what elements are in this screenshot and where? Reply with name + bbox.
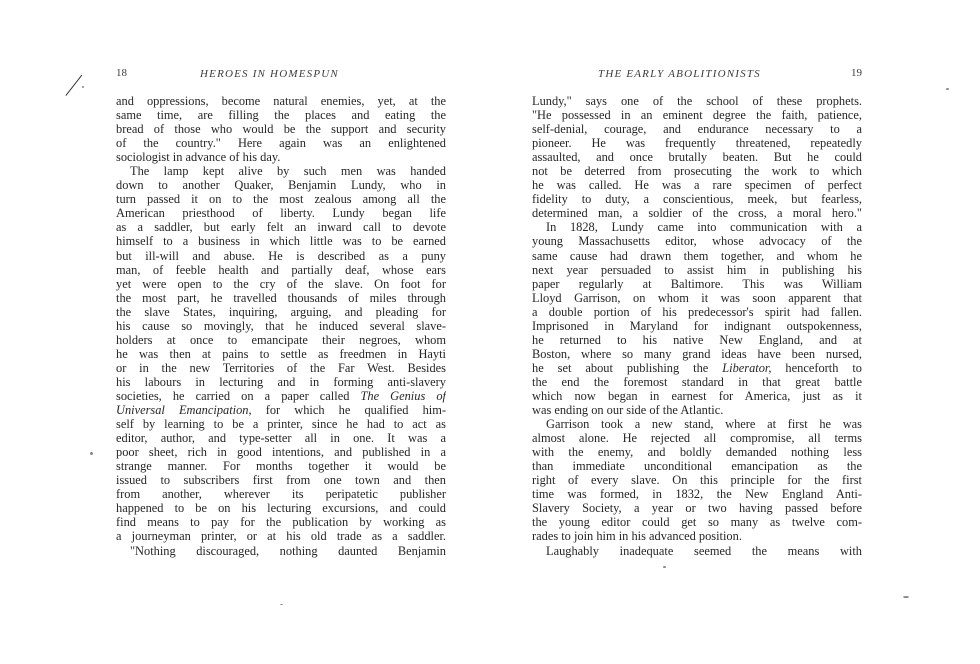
text-line: which now began in earnest for America, just as it — [532, 388, 862, 403]
text-line: his cause so movingly, that he induced several slave- — [116, 318, 446, 333]
text-line: the end the foremost standard in that great battle — [532, 374, 862, 389]
text-line: holders at once to emancipate their negroes, whom — [116, 332, 446, 347]
text-line: not be deterred from prosecuting the work to which — [532, 164, 862, 179]
text-line: issued to subscribers first from one town and then — [116, 473, 446, 488]
text-line: happened to be on his lecturing excursions, and could — [116, 501, 446, 516]
text-line: almost alone. He rejected all compromise, all terms — [532, 431, 862, 446]
text-line: poor sheet, rich in good intentions, and published in a — [116, 445, 446, 460]
text-line: pioneer. He was frequently threatened, repeatedly — [532, 136, 862, 151]
text-line: Slavery Society, a year or two having passed before — [532, 501, 862, 516]
right-running-head: THE EARLY ABOLITIONISTS — [598, 68, 761, 80]
right-page-text — [532, 94, 862, 558]
text-segment: he set about publishing the — [532, 360, 723, 375]
text-line: and oppressions, become natural enemies, yet, at the — [116, 94, 446, 108]
text-line: from another, wherever its peripatetic publisher — [116, 487, 446, 502]
text-line: same time, are filling the places and eating the — [116, 108, 446, 123]
text-line: rades to join him in his advanced position. — [532, 529, 742, 544]
left-page-text — [116, 94, 446, 558]
text-segment: societies, he carried on a paper called — [116, 388, 361, 403]
text-line: determined man, a soldier of the cross, a moral hero." — [532, 206, 862, 221]
text-line: the most part, he travelled thousands of miles through — [116, 290, 446, 305]
text-line: find means to pay for the publication by working as — [116, 515, 446, 530]
text-line: as a saddler, but early felt an inward call to devote — [116, 220, 446, 235]
text-line: fidelity to duty, a conscientious, meek, but fearless, — [532, 192, 862, 207]
italic-title: Universal Emancipation, — [116, 403, 252, 418]
print-speck — [90, 452, 93, 455]
text-line: next year persuaded to assist him in publishing his — [532, 262, 862, 277]
text-line: "He possessed in an eminent degree the faith, patience, — [532, 108, 862, 123]
left-running-head: HEROES IN HOMESPUN — [200, 68, 339, 80]
text-line: than immediate unconditional emancipation as the — [532, 459, 862, 474]
text-line: with the enemy, and boldly demanded nothing less — [532, 445, 862, 460]
text-segment: for which he qualified him- — [251, 403, 446, 418]
text-line: a double portion of his predecessor's spirit had fallen. — [532, 304, 862, 319]
text-line: he was then at pains to settle as freedmen in Hayti — [116, 346, 446, 361]
text-line: was ending on our side of the Atlantic. — [532, 403, 724, 418]
text-line: the slave States, inquiring, arguing, and pleading for — [116, 304, 446, 319]
text-line: or in the new Territories of the Far West. Besides — [116, 360, 446, 375]
text-line: a journeyman printer, or at his old trade as a saddler. — [116, 529, 446, 544]
text-line: American priesthood of liberty. Lundy began life — [116, 206, 446, 221]
print-speck — [280, 604, 283, 605]
print-speck — [663, 566, 666, 568]
text-line: Imprisoned in Maryland for indignant outspokenness, — [532, 318, 862, 333]
italic-title: Liberator, — [722, 360, 772, 375]
text-line: down to another Quaker, Benjamin Lundy, who in — [116, 178, 446, 193]
italic-title: The Genius of — [360, 388, 446, 403]
text-line: The lamp kept alive by such men was handed — [130, 164, 446, 179]
text-line: of the country." Here again was an enlightened — [116, 136, 446, 151]
text-line: time was formed, in 1832, the New England Anti- — [532, 487, 862, 502]
text-line: he was called. He was a rare specimen of perfect — [532, 178, 862, 193]
text-line — [116, 389, 446, 403]
text-line: but ill-will and abuse. He is described as a puny — [116, 248, 446, 263]
text-line: self-denial, courage, and endurance necessary to a — [532, 122, 862, 137]
text-line: Garrison took a new stand, where at first he was — [546, 417, 862, 432]
print-speck — [82, 86, 84, 88]
text-line: turn passed it on to the most zealous among all the — [116, 192, 446, 207]
text-line: Laughably inadequate seemed the means with — [546, 543, 862, 558]
text-line: man, of feeble health and partially deaf, whose ears — [116, 262, 446, 277]
text-line: yet were open to the cry of the slave. On foot for — [116, 276, 446, 291]
print-speck — [946, 88, 949, 90]
text-line: himself to a business in which little was to be earned — [116, 234, 446, 249]
text-segment: henceforth to — [771, 360, 862, 375]
text-line: his labours in lecturing and in forming anti-slavery — [116, 374, 446, 389]
text-line: strange manner. For months together it would be — [116, 459, 446, 474]
text-line: In 1828, Lundy came into communication with a — [546, 220, 862, 235]
text-line: same cause had drawn them together, and whom he — [532, 248, 862, 263]
text-line: "Nothing discouraged, nothing daunted Benjamin — [130, 543, 446, 558]
left-page-number: 18 — [116, 67, 127, 79]
text-line: assaulted, and once brutally beaten. But he could — [532, 150, 862, 165]
text-line: editor, author, and type-setter all in one. It was a — [116, 431, 446, 446]
text-line: sociologist in advance of his day. — [116, 150, 281, 165]
text-line: bread of those who would be the support and security — [116, 122, 446, 137]
text-line — [532, 361, 862, 375]
right-page-number: 19 — [851, 67, 862, 79]
print-speck — [903, 596, 909, 598]
right-page — [490, 0, 980, 664]
text-line: he returned to his native New England, and at — [532, 332, 862, 347]
text-line — [116, 403, 446, 417]
text-line: right of every slave. On this principle for the first — [532, 473, 862, 488]
text-line: Boston, where so many grand ideas have been nursed, — [532, 346, 862, 361]
text-line: young Massachusetts editor, whose advocacy of the — [532, 234, 862, 249]
text-line: paper regularly at Baltimore. This was William — [532, 276, 862, 291]
text-line: the young editor could get so many as twelve com- — [532, 515, 862, 530]
text-line: self by learning to be a printer, since he had to act as — [116, 417, 446, 432]
text-line: Lloyd Garrison, on whom it was soon apparent that — [532, 290, 862, 305]
text-line: Lundy," says one of the school of these prophets. — [532, 94, 862, 108]
